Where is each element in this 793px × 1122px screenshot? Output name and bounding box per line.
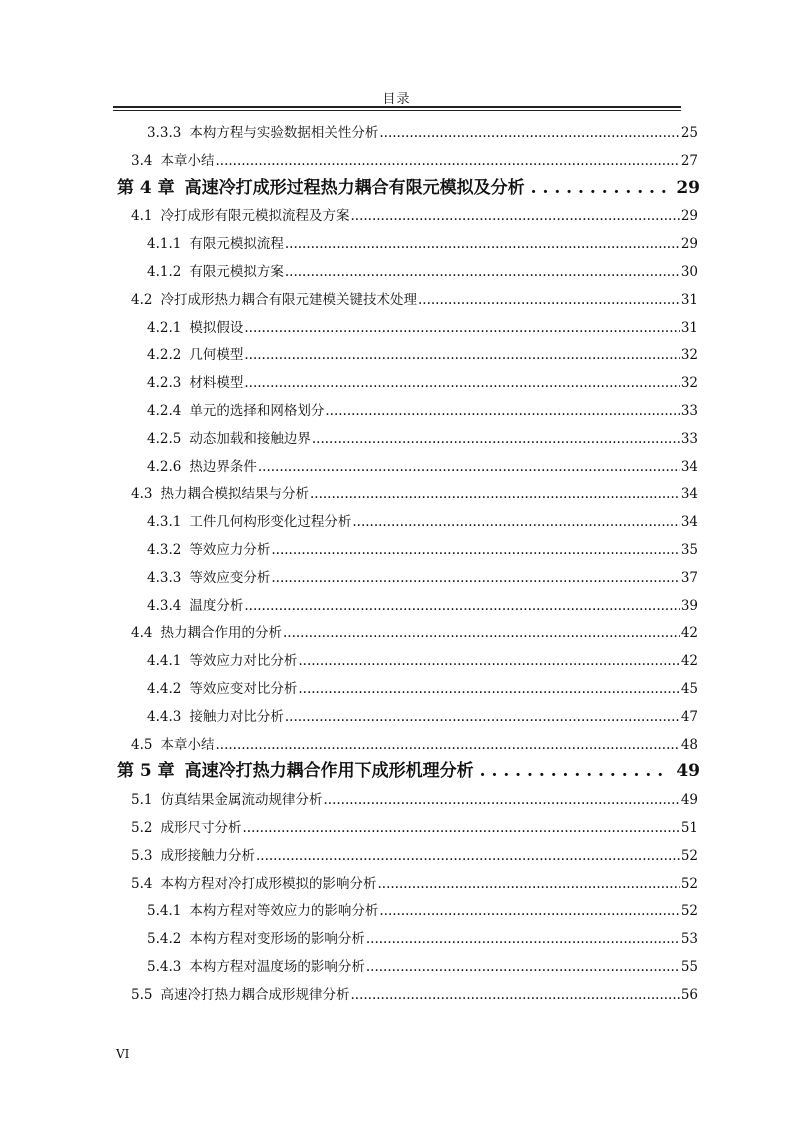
toc-entry[interactable] [147,566,698,586]
toc-entry[interactable] [147,649,698,669]
toc-entry[interactable] [147,594,698,614]
toc-leader-dots [285,264,680,280]
toc-entry-page: 49 [680,792,698,809]
toc-entry-title: 动态加载和接触边界 [189,430,311,447]
toc-entry-number: 5.4.3 [147,959,182,975]
toc-entry-title: 几何模型 [189,347,244,364]
toc-leader-dots [366,931,680,947]
toc-entry-page: 34 [680,458,698,475]
toc-entry-number: 4.1 [131,208,153,225]
toc-entry[interactable] [147,538,698,558]
toc-entry-number: 4.4.2 [147,681,182,697]
toc-entry[interactable] [117,173,700,201]
toc-entry[interactable] [131,844,698,864]
toc-entry-page: 33 [680,403,698,419]
toc-leader-dots [312,431,680,447]
toc-entry-number: 5.5 [131,986,153,1003]
toc-leader-dots [242,820,679,836]
toc-leader-dots [310,486,680,502]
toc-entry-title: 有限元模拟方案 [189,264,284,280]
toc-entry[interactable] [131,621,698,641]
toc-leader-dots [244,320,679,336]
toc-entry-page: 33 [680,430,698,447]
toc-entry-title: 本章小结 [160,736,215,753]
toc-entry-number: 4.2.6 [147,458,182,475]
toc-entry-page: 29 [680,236,698,253]
toc-entry-page: 52 [680,875,698,892]
toc-entry[interactable] [147,955,698,975]
toc-entry[interactable] [147,316,698,336]
toc-entry-page: 39 [680,597,698,614]
toc-entry[interactable] [131,816,698,836]
toc-entry[interactable] [147,899,698,919]
toc-entry-number: 4.5 [131,736,153,753]
toc-entry-number: 4.3.4 [147,597,182,614]
toc-entry-title: 本构方程对温度场的影响分析 [189,959,365,975]
toc-entry-title: 本构方程对冷打成形模拟的影响分析 [160,875,377,892]
header-rule-thin [113,110,681,111]
toc-entry-title: 工件几何构形变化过程分析 [189,514,352,531]
toc-entry-page: 52 [680,847,698,864]
toc-entry-number: 5.4.1 [147,903,182,920]
toc-entry-number: 4.3.1 [147,514,182,531]
toc-leader-dots [366,959,680,975]
toc-entry-number: 5.1 [131,792,153,809]
toc-entry-page: 34 [680,486,698,503]
toc-leader-dots [256,848,680,864]
toc-leader-dots [298,681,679,697]
toc-entry[interactable] [147,427,698,447]
toc-leader-dots [215,153,679,169]
toc-entry-title: 接触力对比分析 [189,708,284,725]
toc-entry[interactable] [147,343,698,363]
toc-entry[interactable] [131,872,698,892]
toc-entry-number: 第 5 章 [117,761,175,782]
toc-entry-number: 4.3 [131,486,153,503]
toc-leader-dots [244,598,679,614]
toc-entry[interactable] [131,788,698,808]
toc-entry-page: 45 [680,681,698,697]
toc-entry-title: 单元的选择和网格划分 [189,403,325,419]
toc-entry-number: 4.3.3 [147,569,182,586]
toc-leader-dots [271,542,679,558]
toc-entry-number: 4.4.1 [147,653,182,670]
toc-entry-page: 49 [676,761,700,782]
toc-leader-dots [215,737,679,753]
toc-entry-title: 热边界条件 [189,458,257,475]
toc-entry[interactable] [131,149,698,169]
toc-leader-dots [244,347,679,363]
toc-entry-title: 成形尺寸分析 [160,820,242,836]
toc-entry-title: 本章小结 [160,152,215,169]
toc-leader-dots [271,570,679,586]
toc-entry-title: 高速冷打成形过程热力耦合有限元模拟及分析 [184,177,525,198]
toc-leader-dots [325,403,679,419]
toc-entry-title: 热力耦合模拟结果与分析 [160,486,309,503]
toc-entry-page: 29 [676,177,700,198]
toc-entry-title: 本构方程与实验数据相关性分析 [189,125,379,141]
toc-entry-title: 成形接触力分析 [160,847,255,864]
page-header-title: 目录 [382,92,411,107]
toc-entry[interactable] [131,482,698,502]
toc-entry-page: 29 [680,208,698,225]
toc-entry-number: 4.2 [131,291,153,308]
toc-entry-number: 5.2 [131,820,153,836]
toc-entry-title: 本构方程对变形场的影响分析 [189,931,365,948]
toc-entry-title: 高速冷打热力耦合成形规律分析 [160,986,350,1003]
toc-entry-page: 25 [680,125,698,141]
toc-leader-dots [480,761,667,781]
toc-entry-number: 4.4.3 [147,708,182,725]
toc-entry[interactable] [147,121,698,141]
toc-entry-title: 冷打成形热力耦合有限元建模关键技术处理 [160,291,417,308]
toc-entry-page: 35 [680,542,698,558]
toc-entry-title: 材料模型 [189,375,244,392]
toc-entry-title: 温度分析 [189,597,244,614]
toc-entry-title: 冷打成形有限元模拟流程及方案 [160,208,350,225]
toc-entry[interactable] [147,371,698,391]
toc-entry[interactable] [131,733,698,753]
toc-entry[interactable] [147,260,698,280]
toc-entry-number: 4.2.4 [147,403,182,419]
toc-entry[interactable] [131,288,698,308]
toc-entry-number: 4.2.3 [147,375,182,392]
toc-entry-number: 3.3.3 [147,125,182,141]
toc-entry-title: 热力耦合作用的分析 [160,625,282,642]
toc-leader-dots [350,208,679,224]
toc-leader-dots [379,903,679,919]
toc-entry-number: 4.4 [131,625,153,642]
toc-leader-dots [244,375,679,391]
toc-leader-dots [418,292,680,308]
toc-entry-page: 31 [680,291,698,308]
toc-entry-page: 52 [680,903,698,920]
toc-entry[interactable] [147,510,698,530]
toc-entry-number: 4.1.1 [147,236,182,253]
toc-entry-page: 32 [680,347,698,364]
toc-entry[interactable] [147,455,698,475]
toc-entry-number: 4.2.5 [147,430,182,447]
toc-entry-number: 第 4 章 [117,177,175,198]
toc-entry-title: 有限元模拟流程 [189,236,284,253]
toc-leader-dots [323,792,679,808]
toc-entry-number: 5.4.2 [147,931,182,948]
toc-leader-dots [283,625,680,641]
toc-leader-dots [379,125,679,141]
toc-entry-page: 37 [680,569,698,586]
toc-entry-number: 5.4 [131,875,153,892]
toc-entry-page: 32 [680,375,698,392]
toc-entry-number: 4.3.2 [147,542,182,558]
toc-entry-page: 48 [680,736,698,753]
toc-leader-dots [377,876,679,892]
toc-leader-dots [298,653,679,669]
page-number: VI [116,1047,130,1061]
toc-entry-title: 等效应变分析 [189,569,271,586]
toc-entry-title: 模拟假设 [189,319,244,336]
toc-entry-page: 51 [680,820,698,836]
toc-entry[interactable] [147,927,698,947]
toc-leader-dots [285,236,680,252]
toc-entry[interactable] [147,399,698,419]
toc-leader-dots [352,514,679,530]
toc-entry[interactable] [117,756,700,784]
toc-entry-page: 30 [680,264,698,280]
toc-entry-page: 47 [680,708,698,725]
toc-leader-dots [350,987,679,1003]
toc-entry-page: 56 [680,986,698,1003]
toc-leader-dots [531,178,667,198]
header-rule-thick [113,106,681,108]
toc-entry-number: 5.3 [131,847,153,864]
toc-entry-page: 31 [680,319,698,336]
toc-entry-title: 等效应变对比分析 [189,681,298,697]
toc-entry-page: 42 [680,653,698,670]
toc-leader-dots [258,459,680,475]
toc-entry-title: 仿真结果金属流动规律分析 [160,792,323,809]
toc-entry-number: 4.2.2 [147,347,182,364]
toc-entry-page: 27 [680,152,698,169]
toc-leader-dots [285,709,680,725]
toc-entry-title: 等效应力对比分析 [189,653,298,670]
toc-entry-number: 4.1.2 [147,264,182,280]
toc-entry[interactable] [131,983,698,1003]
toc-entry-title: 高速冷打热力耦合作用下成形机理分析 [184,761,474,782]
toc-entry-number: 4.2.1 [147,319,182,336]
toc-entry-number: 3.4 [131,152,153,169]
toc-entry[interactable] [147,677,698,697]
toc-entry-page: 42 [680,625,698,642]
toc-entry-title: 等效应力分析 [189,542,271,558]
toc-entry[interactable] [147,705,698,725]
toc-entry-page: 34 [680,514,698,531]
toc-entry[interactable] [131,204,698,224]
toc-entry-title: 本构方程对等效应力的影响分析 [189,903,379,920]
toc-entry[interactable] [147,232,698,252]
toc-entry-page: 53 [680,931,698,948]
toc-entry-page: 55 [680,959,698,975]
